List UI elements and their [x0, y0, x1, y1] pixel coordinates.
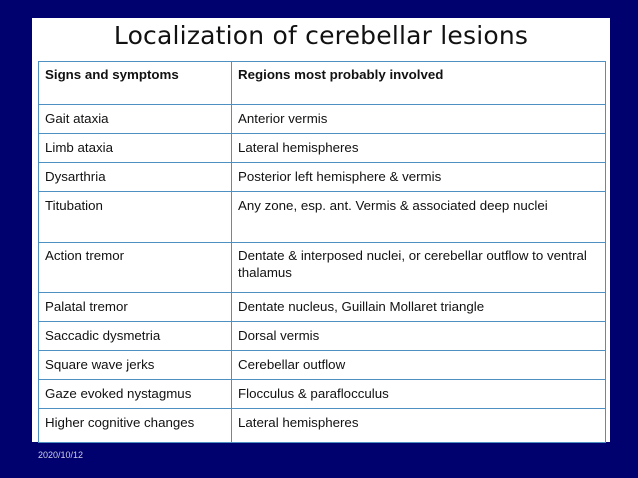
table-header-row [39, 62, 606, 105]
table-row [39, 105, 606, 134]
table-row [39, 351, 606, 380]
lesion-table [38, 61, 606, 443]
symptom-cell: Dysarthria [39, 163, 232, 192]
region-cell: Lateral hemispheres [232, 409, 606, 443]
table-row [39, 409, 606, 443]
symptom-cell: Gaze evoked nystagmus [39, 380, 232, 409]
region-cell: Flocculus & paraflocculus [232, 380, 606, 409]
table-row [39, 134, 606, 163]
slide-date: 2020/10/12 [38, 450, 84, 460]
table-row [39, 243, 606, 293]
region-cell: Any zone, esp. ant. Vermis & associated deep nuclei [232, 192, 606, 243]
table-row [39, 192, 606, 243]
slide-canvas [32, 18, 610, 442]
symptom-cell: Higher cognitive changes [39, 409, 232, 443]
symptom-cell: Palatal tremor [39, 293, 232, 322]
symptom-cell: Limb ataxia [39, 134, 232, 163]
column-header-signs: Signs and symptoms [39, 62, 232, 105]
table-row [39, 322, 606, 351]
region-cell: Dentate nucleus, Guillain Mollaret triangle [232, 293, 606, 322]
column-header-regions: Regions most probably involved [232, 62, 606, 105]
region-cell: Posterior left hemisphere & vermis [232, 163, 606, 192]
symptom-cell: Titubation [39, 192, 232, 243]
symptom-cell: Gait ataxia [39, 105, 232, 134]
table-row [39, 293, 606, 322]
slide-title: Localization of cerebellar lesions [113, 21, 529, 50]
region-cell: Cerebellar outflow [232, 351, 606, 380]
table-row [39, 380, 606, 409]
table-row [39, 163, 606, 192]
symptom-cell: Square wave jerks [39, 351, 232, 380]
symptom-cell: Saccadic dysmetria [39, 322, 232, 351]
region-cell: Dentate & interposed nuclei, or cerebellar outflow to ventral thalamus [232, 243, 606, 293]
region-cell: Dorsal vermis [232, 322, 606, 351]
symptom-cell: Action tremor [39, 243, 232, 293]
region-cell: Lateral hemispheres [232, 134, 606, 163]
region-cell: Anterior vermis [232, 105, 606, 134]
